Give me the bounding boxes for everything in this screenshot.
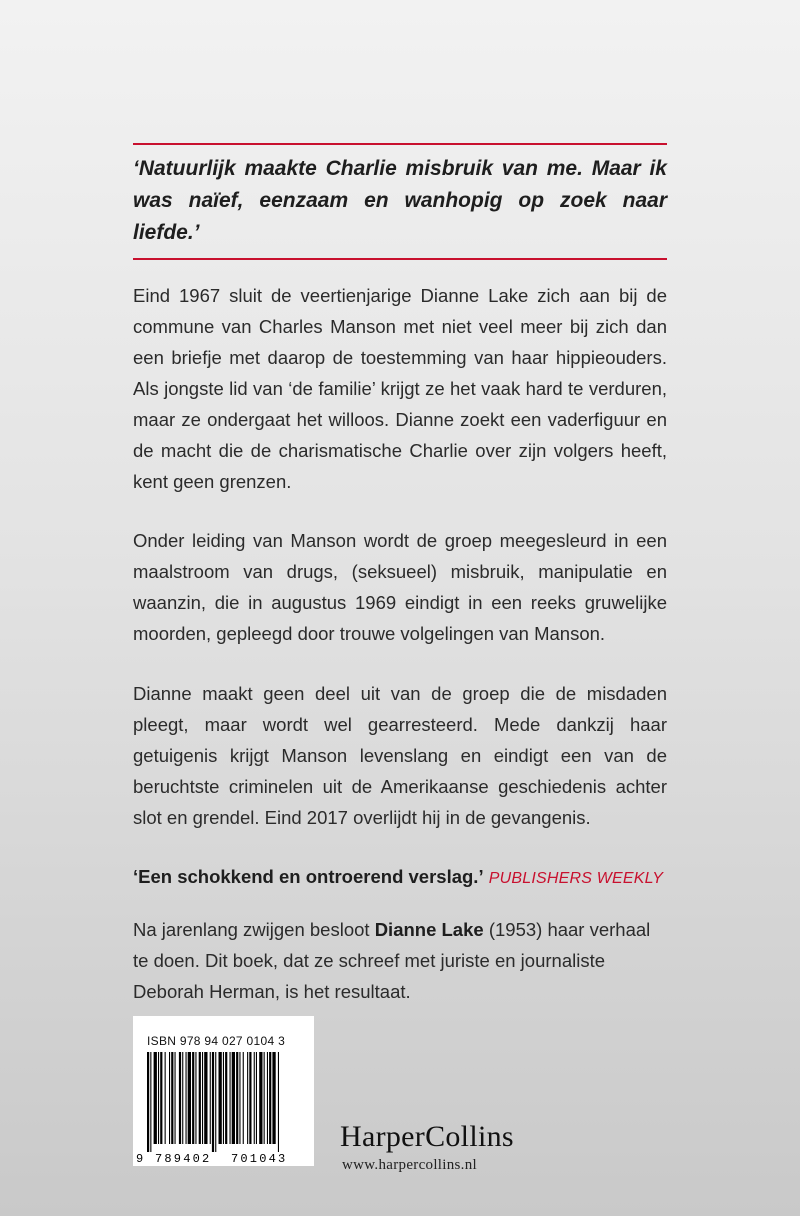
review-source: PUBLISHERS WEEKLY [488, 870, 664, 887]
barcode-bar [236, 1052, 238, 1144]
barcode-bar [256, 1052, 257, 1144]
barcode-bar [243, 1052, 244, 1144]
barcode-bar [150, 1052, 151, 1152]
barcode-bar [215, 1052, 216, 1152]
barcode-bar [195, 1052, 196, 1144]
barcode-bar [204, 1052, 207, 1144]
publisher-url: www.harpercollins.nl [342, 1157, 477, 1173]
author-bio [133, 914, 667, 1007]
barcode-bar [147, 1052, 149, 1152]
blurb-paragraph-2: Onder leiding van Manson wordt de groep meegesleurd in een maalstroom van drugs, (seksueel) misbruik, manipulatie en waanzin, die in augustus 1969 eindigt in een reeks gruwelijke moorden, gepleegd door trouwe volgelingen van Manson. [133, 530, 667, 644]
blurb-paragraph-1: Eind 1967 sluit de veertienjarige Dianne Lake zich aan bij de commune van Charles Manson met niet veel meer bij zich dan een briefje met daarop de toestemming van haar hippieouders. Als jongste lid van ‘de familie’ krijgt ze het vaak hard te verduren, maar ze ondergaat het willoos. Dianne zoekt een vaderfiguur en de macht die de charismatische Charlie over zijn volgers heeft, kent geen grenzen. [133, 285, 667, 492]
barcode-bar [202, 1052, 203, 1144]
author-name: Dianne Lake [374, 919, 484, 940]
barcode-bar [171, 1052, 173, 1144]
barcode-bar [154, 1052, 157, 1144]
barcode-icon [133, 1052, 314, 1166]
barcode-bar [254, 1052, 255, 1144]
barcode-bar [267, 1052, 268, 1144]
barcode-bar [186, 1052, 187, 1144]
barcode-bar [212, 1052, 214, 1152]
barcode-bar [188, 1052, 191, 1144]
barcode-digit-lead: 9 [136, 1152, 144, 1166]
barcode-digits-right: 701043 [231, 1152, 288, 1166]
barcode-bar [175, 1052, 176, 1144]
barcode-bar [192, 1052, 194, 1144]
barcode-bar [165, 1052, 166, 1144]
barcode-bar [264, 1052, 265, 1144]
bio-text-before: Na jarenlang zwijgen besloot [133, 919, 375, 940]
barcode-box [133, 1016, 314, 1166]
barcode-bar [239, 1052, 240, 1144]
pull-quote: ‘Natuurlijk maakte Charlie misbruik van me. Maar ik was naïef, eenzaam en wanhopig op zoek naar liefde.’ [133, 157, 667, 244]
blurb-paragraph-3: Dianne maakt geen deel uit van de groep die de misdaden pleegt, maar wordt wel gearresteerd. Mede dankzij haar getuigenis krijgt Manson levenslang en eindigt een van de beruchtste criminelen uit de Amerikaanse geschiedenis achter slot en grendel. Eind 2017 overlijdt hij in de gevangenis. [133, 683, 667, 828]
barcode-bar [160, 1052, 162, 1144]
barcode-bar [169, 1052, 170, 1144]
barcode-bar [272, 1052, 275, 1144]
bio-text-after: (1953) haar verhaal te doen. Dit boek, dat ze schreef met juriste en journaliste Deborah Herman, is het resultaat. [133, 919, 651, 1002]
barcode-bar [223, 1052, 224, 1144]
bottom-red-rule [133, 258, 667, 260]
barcode-bar [182, 1052, 183, 1144]
barcode-bar [259, 1052, 262, 1144]
barcode-bar [232, 1052, 235, 1144]
review-quote: ‘Een schokkend en ontroerend verslag.’ [133, 866, 484, 887]
barcode-bar [179, 1052, 181, 1144]
barcode-bar [219, 1052, 222, 1144]
barcode-bar [278, 1052, 279, 1152]
back-cover-text [133, 143, 667, 1007]
barcode-bar [158, 1052, 159, 1144]
review-line [133, 861, 667, 894]
isbn-label: ISBN 978 94 027 0104 3 [147, 1034, 286, 1048]
barcode-bar [230, 1052, 231, 1144]
barcode-bar [247, 1052, 248, 1144]
barcode-bar [225, 1052, 227, 1144]
barcode-bar [249, 1052, 251, 1144]
barcode-bar [210, 1052, 211, 1144]
barcode-bar [199, 1052, 201, 1144]
barcode-bar [269, 1052, 271, 1144]
barcode-digits-left: 789402 [155, 1152, 212, 1166]
publisher-logo: HarperCollins [340, 1120, 514, 1153]
